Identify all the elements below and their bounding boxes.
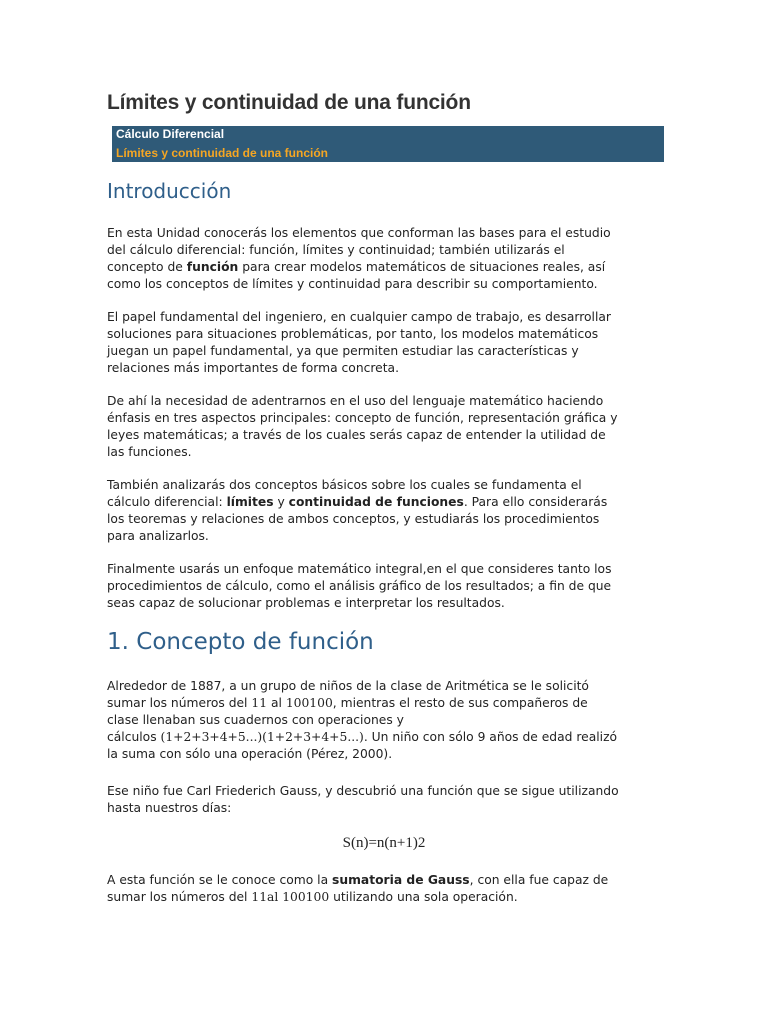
gauss-formula: S(n)=n(n+1)2 xyxy=(342,835,426,851)
intro-paragraph-1: En esta Unidad conocerás los elementos que conforman las bases para el estudio del cálculo diferencial: función, límites y continuidad; también utilizarás el concepto de función para crear modelos matemáticos de situaciones reales, así como los conceptos de límites y continuidad para describir su comportamiento. xyxy=(107,226,611,291)
bold-term-limites: límites xyxy=(226,494,274,509)
intro-paragraph-4: También analizarás dos conceptos básicos sobre los cuales se fundamenta el cálculo diferencial: límites y continuidad de funciones. Para ello considerarás los teoremas y relaciones de ambos conceptos, y estudiarás los procedimientos para analizarlos. xyxy=(107,478,608,543)
section-1-heading: 1. Concepto de función xyxy=(107,629,374,655)
bold-term-sumatoria: sumatoria de Gauss xyxy=(332,873,470,887)
math-sum-expression: (1+2+3+4+5...)(1+2+3+4+5...) xyxy=(160,729,364,744)
intro-paragraph-3: De ahí la necesidad de adentrarnos en el uso del lenguaje matemático haciendo énfasis en tres aspectos principales: concepto de función, representación gráfica y leyes matemáticas; a través de los cuales serás capaz de entender la utilidad de las funciones. xyxy=(107,394,618,459)
section-1-paragraph-3: A esta función se le conoce como la sumatoria de Gauss, con ella fue capaz de sumar los números del 11al 100100 utilizando una sola operación. xyxy=(107,873,609,904)
intro-paragraph-5: Finalmente usarás un enfoque matemático integral,en el que consideres tanto los procedimientos de cálculo, como el análisis gráfico de los resultados; a fin de que seas capaz de solucionar problemas e interpretar los resultados. xyxy=(107,562,612,610)
course-banner xyxy=(112,126,664,162)
bold-term-continuidad: continuidad de funciones xyxy=(288,494,464,509)
intro-heading: Introducción xyxy=(107,179,232,203)
intro-paragraph-2: El papel fundamental del ingeniero, en cualquier campo de trabajo, es desarrollar soluciones para situaciones problemáticas, por tanto, los modelos matemáticos juegan un papel fundamental, ya que permiten estudiar las características y relaciones más importantes de forma concreta. xyxy=(107,310,611,375)
bold-term-funcion: función xyxy=(186,259,239,274)
section-1-paragraph-2: Ese niño fue Carl Friederich Gauss, y descubrió una función que se sigue utilizando hasta nuestros días: xyxy=(107,784,619,815)
banner-course-name: Cálculo Diferencial xyxy=(116,127,225,141)
document-title: Límites y continuidad de una función xyxy=(107,91,471,114)
banner-unit-name: Límites y continuidad de una función xyxy=(116,146,329,160)
section-1-paragraph-1: Alrededor de 1887, a un grupo de niños de la clase de Aritmética se le solicitó sumar los números del 11 al 100100, mientras el resto de sus compañeros de clase llenaban sus cuadernos con operaciones y cálculos (1+2+3+4+5...)(1+2+3+4+5...). Un niño con sólo 9 años de edad realizó la suma con sólo una operación (Pérez, 2000). xyxy=(107,679,618,761)
